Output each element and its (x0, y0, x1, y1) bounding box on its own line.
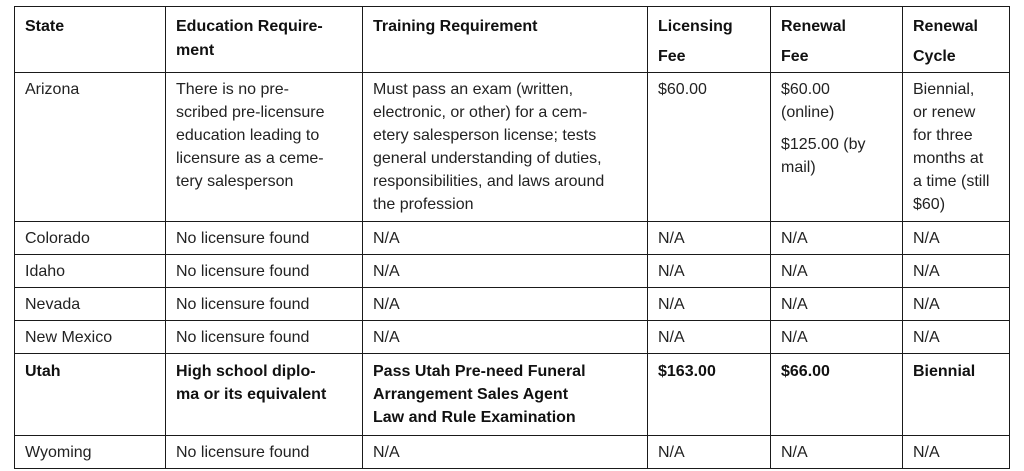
cell-renewal-cycle: N/A (903, 222, 1010, 255)
cell-renewal-cycle: N/A (903, 436, 1010, 469)
cell-licensing-fee: N/A (648, 255, 771, 288)
cell-education: No licensure found (166, 288, 363, 321)
cell-renewal-fee: N/A (771, 288, 903, 321)
cell-education: No licensure found (166, 321, 363, 354)
table-row-colorado (15, 222, 1010, 255)
cell-state: Arizona (15, 73, 166, 222)
cell-renewal-cycle: N/A (903, 255, 1010, 288)
cell-education: There is no pre- scribed pre-licensure education leading to licensure as a ceme- tery salesperson (166, 73, 363, 222)
header-licensing-fee: Licensing Fee (648, 7, 771, 73)
header-training: Training Requirement (363, 7, 648, 73)
licensure-table-container (14, 6, 1010, 469)
cell-training: N/A (363, 222, 648, 255)
cell-renewal-fee: N/A (771, 436, 903, 469)
header-education: Education Require- ment (166, 7, 363, 73)
cell-renewal-cycle: N/A (903, 288, 1010, 321)
cell-renewal-cycle: Biennial, or renew for three months at a time (still $60) (903, 73, 1010, 222)
table-row-arizona (15, 73, 1010, 222)
header-state: State (15, 7, 166, 73)
cell-training: Must pass an exam (written, electronic, or other) for a cem- etery salesperson license; tests general understanding of duties, responsibilities, and laws around the profession (363, 73, 648, 222)
cell-licensing-fee: N/A (648, 436, 771, 469)
table-row-idaho (15, 255, 1010, 288)
cell-state: Idaho (15, 255, 166, 288)
cell-education: No licensure found (166, 222, 363, 255)
cell-licensing-fee: N/A (648, 288, 771, 321)
header-row (15, 7, 1010, 73)
cell-renewal-fee: $66.00 (771, 354, 903, 436)
header-renewal-cycle: Renewal Cycle (903, 7, 1010, 73)
cell-education: High school diplo- ma or its equivalent (166, 354, 363, 436)
cell-training: N/A (363, 255, 648, 288)
cell-state: New Mexico (15, 321, 166, 354)
header-renewal-fee: Renewal Fee (771, 7, 903, 73)
cell-licensing-fee: $163.00 (648, 354, 771, 436)
licensure-table (14, 6, 1010, 469)
cell-state: Wyoming (15, 436, 166, 469)
cell-training: N/A (363, 436, 648, 469)
cell-state: Utah (15, 354, 166, 436)
cell-licensing-fee: $60.00 (648, 73, 771, 222)
table-row-utah (15, 354, 1010, 436)
table-row-new-mexico (15, 321, 1010, 354)
cell-renewal-cycle: N/A (903, 321, 1010, 354)
cell-education: No licensure found (166, 436, 363, 469)
cell-licensing-fee: N/A (648, 321, 771, 354)
table-row-nevada (15, 288, 1010, 321)
cell-training: Pass Utah Pre-need Funeral Arrangement Sales Agent Law and Rule Examination (363, 354, 648, 436)
cell-renewal-cycle: Biennial (903, 354, 1010, 436)
cell-renewal-fee: N/A (771, 321, 903, 354)
cell-state: Nevada (15, 288, 166, 321)
cell-licensing-fee: N/A (648, 222, 771, 255)
cell-renewal-fee: N/A (771, 255, 903, 288)
cell-training: N/A (363, 288, 648, 321)
cell-renewal-fee: N/A (771, 222, 903, 255)
table-row-wyoming (15, 436, 1010, 469)
cell-education: No licensure found (166, 255, 363, 288)
cell-renewal-fee: $60.00 (online) $125.00 (by mail) (771, 73, 903, 222)
cell-training: N/A (363, 321, 648, 354)
cell-state: Colorado (15, 222, 166, 255)
